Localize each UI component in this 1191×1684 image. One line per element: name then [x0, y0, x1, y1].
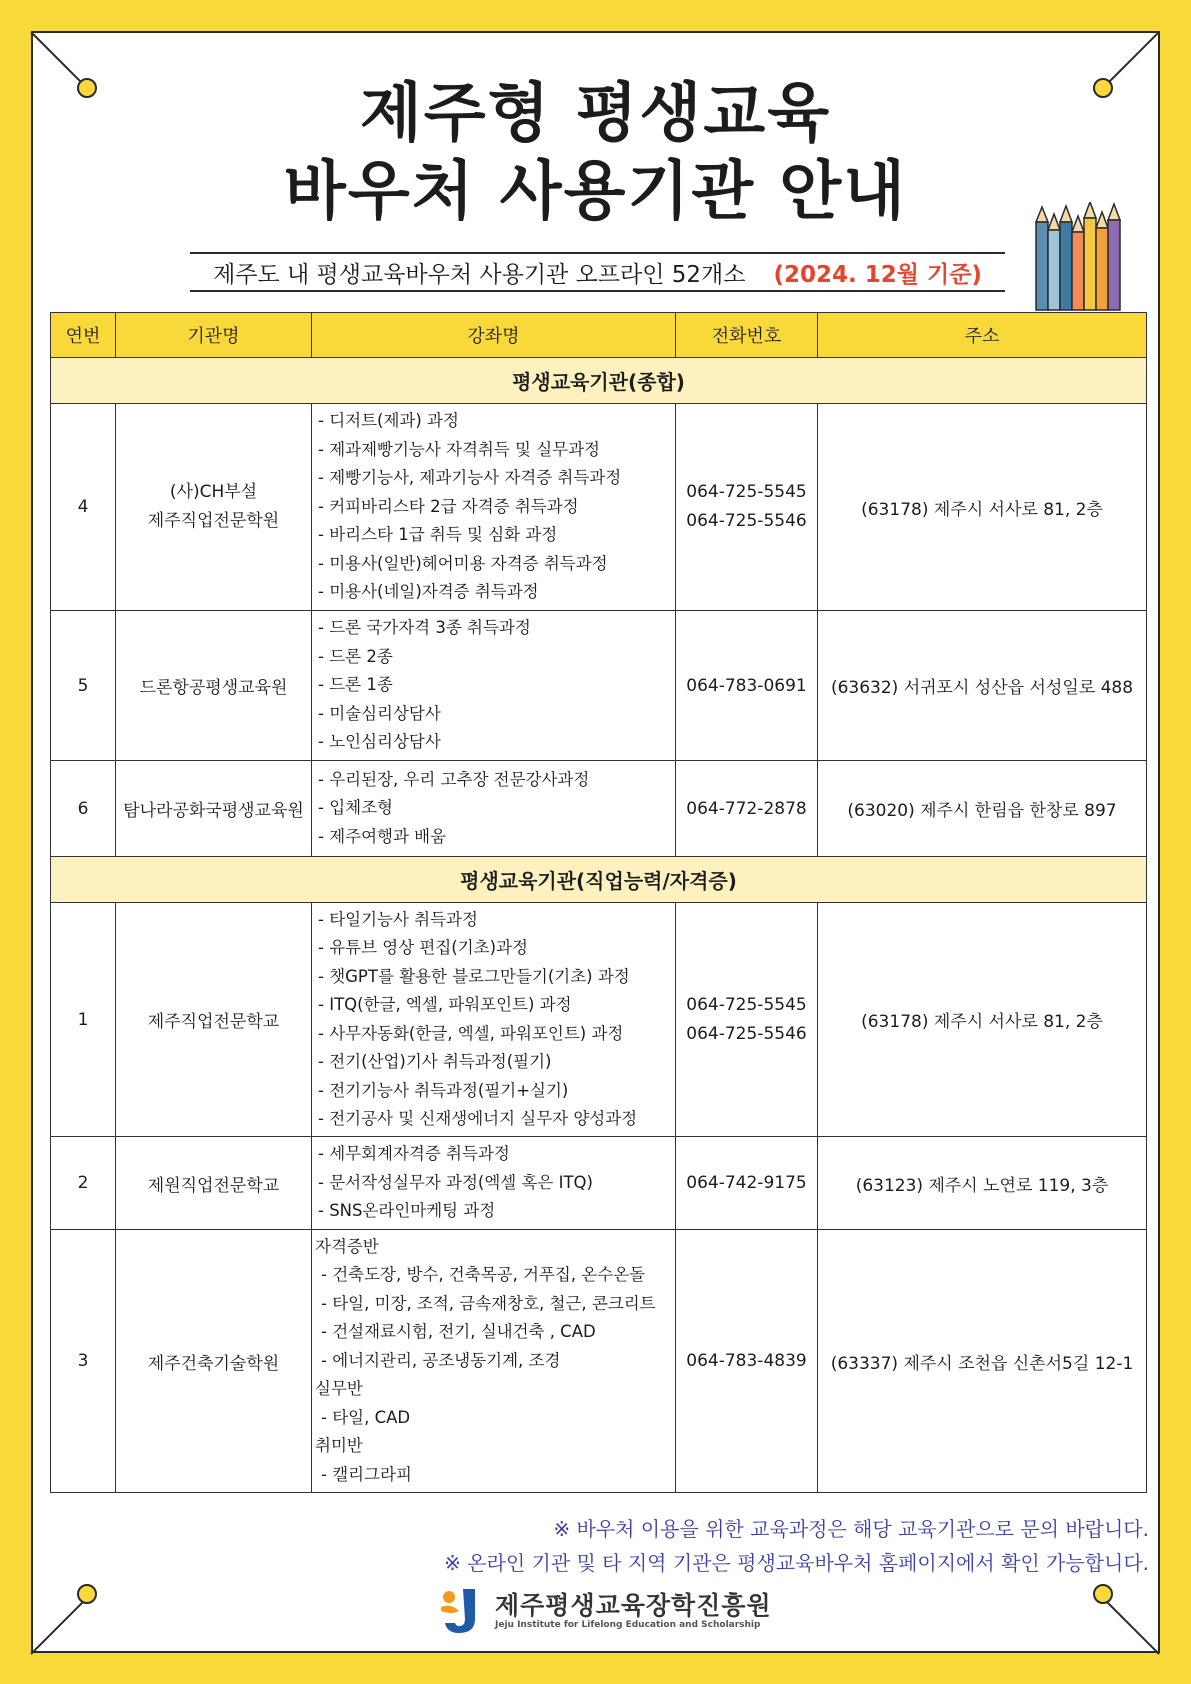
course-line: - 미용사(일반)헤어미용 자격증 취득과정 — [318, 553, 608, 573]
course-line: - 사무자동화(한글, 엑셀, 파워포인트) 과정 — [318, 1023, 624, 1043]
course-line: 실무반 — [315, 1379, 363, 1399]
name-line: 제주직업전문학원 — [147, 511, 280, 531]
note-line: ※ 바우처 이용을 위한 교육과정은 해당 교육기관으로 문의 바랍니다. — [553, 1517, 1149, 1541]
table-header-row — [51, 313, 1147, 358]
course-line: 자격증반 — [315, 1236, 379, 1256]
phone-line: 064-725-5546 — [686, 1023, 807, 1044]
course-line: - 입체조형 — [318, 798, 393, 818]
course-line: - 전기(산업)기사 취득과정(필기) — [318, 1052, 552, 1071]
table-row — [51, 1137, 1147, 1230]
course-line: - 챗GPT를 활용한 블로그만들기(기초) 과정 — [318, 966, 630, 986]
note-line: ※ 온라인 기관 및 타 지역 기관은 평생교육바우처 홈페이지에서 확인 가능합니다. — [444, 1551, 1149, 1575]
row-no: 3 — [51, 1230, 116, 1493]
header-course: 강좌명 — [312, 313, 676, 358]
course-line: - 제빵기능사, 제과기능사 자격증 취득과정 — [318, 468, 622, 488]
phone-line: 064-725-5545 — [686, 482, 807, 502]
org-logo — [437, 1585, 772, 1637]
header-no: 연번 — [51, 313, 116, 358]
subtitle-bar — [190, 252, 1005, 292]
name-line: (사)CH부설 — [169, 482, 258, 502]
row-name: 제원직업전문학교 — [116, 1137, 312, 1230]
phone-line: 064-725-5546 — [686, 511, 807, 531]
row-address: (63123) 제주시 노연로 119, 3층 — [818, 1137, 1147, 1230]
course-line: - 건설재료시험, 전기, 실내건축 , CAD — [321, 1322, 596, 1342]
notes — [444, 1512, 1149, 1580]
row-no: 4 — [51, 404, 116, 611]
section-vocational: 평생교육기관(직업능력/자격증) — [51, 857, 1147, 903]
pencils-icon — [1034, 202, 1134, 312]
course-line: - 드론 2종 — [318, 646, 393, 666]
course-line: - 에너지관리, 공조냉동기계, 조경 — [321, 1350, 561, 1370]
section-general: 평생교육기관(종합) — [51, 358, 1147, 404]
row-name: 탐나라공화국평생교육원 — [116, 761, 312, 857]
course-line: - 미용사(네일)자격증 취득과정 — [318, 582, 539, 602]
row-name: 제주건축기술학원 — [116, 1230, 312, 1493]
page-title-line1: 제주형 평생교육 — [359, 77, 832, 151]
row-no: 6 — [51, 761, 116, 857]
course-line: - 문서작성실무자 과정(엑셀 혹은 ITQ) — [318, 1172, 593, 1192]
row-address: (63178) 제주시 서사로 81, 2층 — [818, 404, 1147, 611]
table-row — [51, 761, 1147, 857]
row-phone: 064-783-0691 — [676, 611, 818, 761]
row-name — [116, 404, 312, 611]
row-name: 제주직업전문학교 — [116, 903, 312, 1137]
course-line: - 우리된장, 우리 고추장 전문강사과정 — [318, 769, 590, 789]
table-row — [51, 404, 1147, 611]
row-courses — [312, 1230, 676, 1493]
course-line: - 타일기능사 취득과정 — [318, 909, 478, 929]
corner-pin-bl — [77, 1584, 97, 1604]
row-no: 2 — [51, 1137, 116, 1230]
row-name: 드론항공평생교육원 — [116, 611, 312, 761]
row-phone: 064-742-9175 — [676, 1137, 818, 1230]
row-courses — [312, 761, 676, 857]
institution-table — [50, 312, 1147, 1493]
course-line: - ITQ(한글, 엑셀, 파워포인트) 과정 — [318, 995, 572, 1014]
row-address: (63337) 제주시 조천읍 신촌서5길 12-1 — [818, 1230, 1147, 1493]
course-line: - SNS온라인마케팅 과정 — [318, 1201, 496, 1221]
course-line: - 노인심리상담사 — [318, 732, 441, 752]
course-line: - 드론 1종 — [318, 675, 393, 695]
course-line: - 드론 국가자격 3종 취득과정 — [318, 618, 531, 638]
row-address: (63632) 서귀포시 성산읍 서성일로 488 — [818, 611, 1147, 761]
subtitle-text: 제주도 내 평생교육바우처 사용기관 오프라인 52개소 — [213, 261, 746, 288]
org-name: 제주평생교육장학진흥원 — [495, 1591, 772, 1621]
course-line: - 캘리그라피 — [321, 1464, 412, 1484]
course-line: - 타일, CAD — [321, 1407, 411, 1427]
course-line: - 커피바리스타 2급 자격증 취득과정 — [318, 496, 579, 516]
course-line: - 디저트(제과) 과정 — [318, 411, 459, 431]
course-line: - 유튜브 영상 편집(기초)과정 — [318, 938, 528, 957]
course-line: - 전기기능사 취득과정(필기+실기) — [318, 1080, 569, 1100]
header-name: 기관명 — [116, 313, 312, 358]
row-no: 1 — [51, 903, 116, 1137]
course-line: - 미술심리상담사 — [318, 703, 441, 723]
course-line: - 타일, 미장, 조적, 금속재창호, 철근, 콘크리트 — [321, 1293, 656, 1313]
course-line: - 제과제빵기능사 자격취득 및 실무과정 — [318, 439, 600, 459]
row-courses — [312, 404, 676, 611]
course-line: - 바리스타 1급 취득 및 심화 과정 — [318, 525, 558, 545]
table-row — [51, 903, 1147, 1137]
row-courses — [312, 611, 676, 761]
course-line: 취미반 — [315, 1436, 363, 1456]
course-line: - 제주여행과 배움 — [318, 826, 447, 846]
subtitle-highlight: (2024. 12월 기준) — [773, 261, 982, 288]
row-phone — [676, 404, 818, 611]
row-phone: 064-783-4839 — [676, 1230, 818, 1493]
row-no: 5 — [51, 611, 116, 761]
course-line: - 전기공사 및 신재생에너지 실무자 양성과정 — [318, 1109, 638, 1128]
org-logo-icon — [437, 1585, 485, 1637]
table-row — [51, 1230, 1147, 1493]
corner-pin-br — [1093, 1584, 1113, 1604]
org-sub: Jeju Institute for Lifelong Education and Scholarship — [495, 1619, 761, 1630]
row-phone — [676, 903, 818, 1137]
header-address: 주소 — [818, 313, 1147, 358]
phone-line: 064-725-5545 — [686, 994, 807, 1015]
page-title-line2: 바우처 사용기관 안내 — [284, 155, 907, 229]
row-address: (63178) 제주시 서사로 81, 2층 — [818, 903, 1147, 1137]
table-row — [51, 611, 1147, 761]
row-address: (63020) 제주시 한림읍 한창로 897 — [818, 761, 1147, 857]
row-courses — [312, 1137, 676, 1230]
row-courses — [312, 903, 676, 1137]
row-phone: 064-772-2878 — [676, 761, 818, 857]
header-phone: 전화번호 — [676, 313, 818, 358]
course-line: - 세무회계자격증 취득과정 — [318, 1144, 510, 1164]
course-line: - 건축도장, 방수, 건축목공, 거푸집, 온수온돌 — [321, 1265, 646, 1285]
